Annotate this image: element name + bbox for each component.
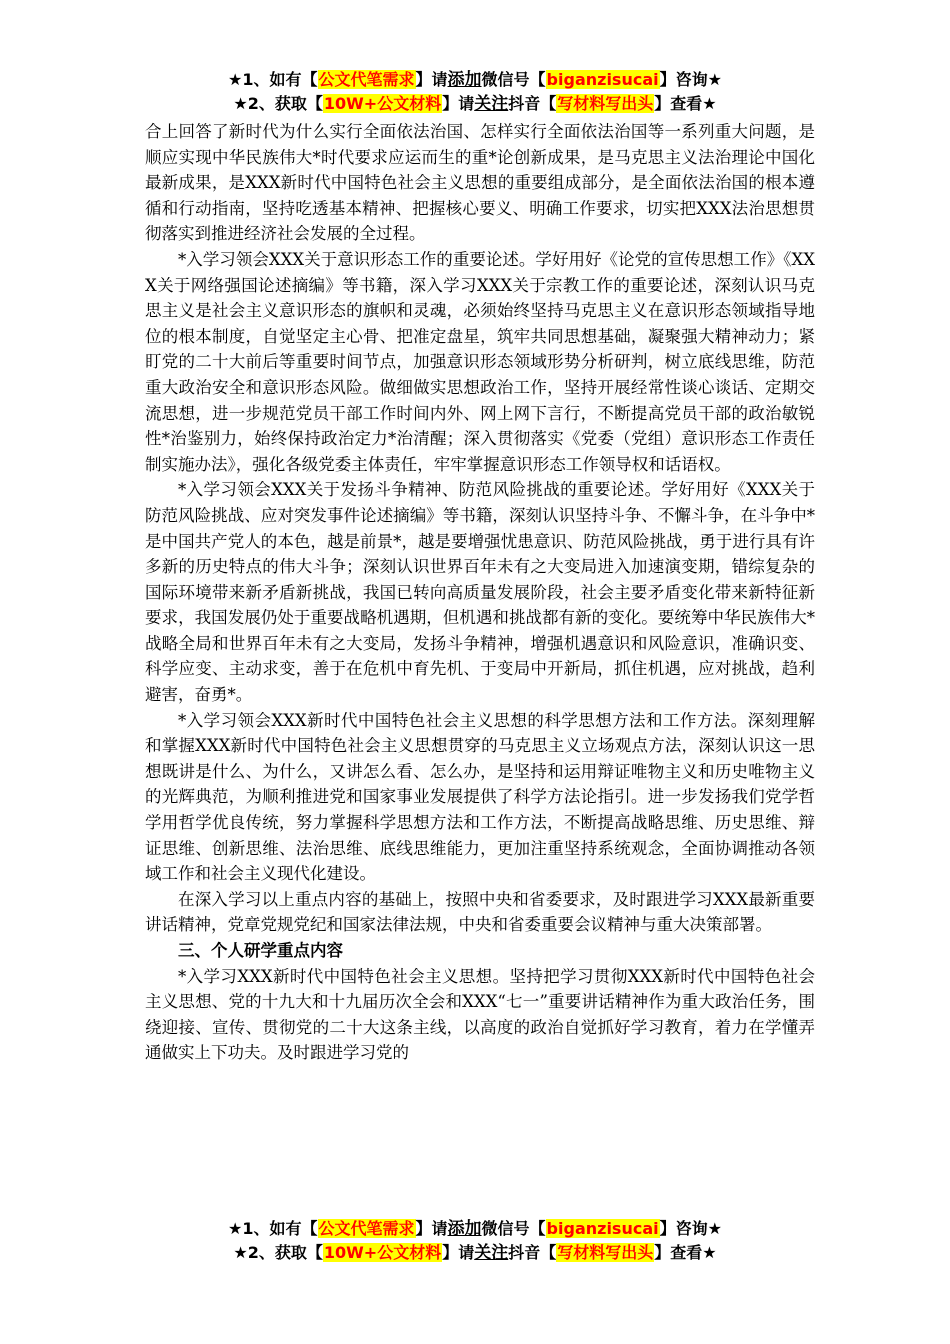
paragraph: *入学习领会XXX关于意识形态工作的重要论述。学好用好《论党的宣传思想工作》《XXX关于网络强国论述摘编》等书籍，深入学习XXX关于宗教工作的重要论述，深刻认识马克思主义是社会主义意识形态的旗帜和灵魂，必须始终坚持马克思主义在意识形态领域指导地位的根本制度，自觉坚定主心骨、把准定盘星，筑牢共同思想基础，凝聚强大精神动力；紧盯党的二十大前后等重要时间节点，加强意识形态领域形势分析研判，树立底线思维，防范重大政治安全和意识形态风险。做细做实思想政治工作，坚持开展经常性谈心谈话、定期交流思想，进一步规范党员干部工作时间内外、网上网下言行，不断提高党员干部的政治敏锐性*治鉴别力，始终保持政治定力*治清醒；深入贯彻落实《党委（党组）意识形态工作责任制实施办法》，强化各级党委主体责任，牢牢掌握意识形态工作领导权和话语权。	[145, 249, 815, 474]
emphasis-add: 添加	[447, 70, 482, 90]
footer-banner	[0, 1217, 950, 1265]
banner-text: ★2、获取【	[233, 94, 323, 113]
banner-line-1	[0, 1217, 950, 1241]
section-heading: 三、个人研学重点内容	[178, 941, 343, 960]
banner-text: 】请	[442, 1243, 475, 1262]
paragraph: *入学习XXX新时代中国特色社会主义思想。坚持把学习贯彻XXX新时代中国特色社会主义思想、党的十九大和十九届历次全会和XXX“七一”重要讲话精神作为重大政治任务，围绕迎接、宣传、贯彻党的二十大这条主线，以高度的政治自觉抓好学习教育，着力在学懂弄通做实上下功夫。及时跟进学习党的	[145, 966, 815, 1063]
emphasis-add: 添加	[447, 1219, 482, 1239]
banner-line-2	[0, 1241, 950, 1265]
highlight-service: 公文代笔需求	[318, 70, 415, 89]
paragraph: *入学习领会XXX新时代中国特色社会主义思想的科学思想方法和工作方法。深刻理解和掌握XXX新时代中国特色社会主义思想贯穿的马克思主义立场观点方法，深刻认识这一思想既讲是什么、为什么，又讲怎么看、怎么办，是坚持和运用辩证唯物主义和历史唯物主义的光辉典范，为顺利推进党和国家事业发展提供了科学方法论指引。进一步发扬我们党学哲学用哲学优良传统，努力掌握科学思想方法和工作方法，不断提高战略思维、历史思维、辩证思维、创新思维、法治思维、底线思维能力，更加注重坚持系统观念，全面协调推动各领域工作和社会主义现代化建设。	[145, 710, 815, 884]
paragraph: 在深入学习以上重点内容的基础上，按照中央和省委要求，及时跟进学习XXX最新重要讲话精神，党章党规党纪和国家法律法规，中央和省委重要会议精神与重大决策部署。	[145, 889, 815, 935]
banner-line-1	[0, 68, 950, 92]
banner-text: 微信号【	[481, 70, 546, 89]
document-body	[145, 119, 815, 1066]
banner-text: 】请	[442, 94, 475, 113]
banner-text: 抖音【	[508, 94, 557, 113]
highlight-materials: 10W+公文材料	[323, 1243, 442, 1262]
highlight-douyin: 写材料写出头	[557, 1243, 654, 1262]
emphasis-follow: 关注	[474, 1243, 509, 1263]
banner-text: 】查看★	[654, 1243, 717, 1262]
banner-line-2	[0, 92, 950, 116]
highlight-service: 公文代笔需求	[318, 1219, 415, 1238]
banner-text: 】请	[415, 1219, 448, 1238]
highlight-wechat-id: biganzisucai	[546, 1219, 659, 1238]
paragraph: *入学习领会XXX关于发扬斗争精神、防范风险挑战的重要论述。学好用好《XXX关于防范风险挑战、应对突发事件论述摘编》等书籍，深刻认识坚持斗争、不懈斗争，在斗争中*是中国共产党人的本色，越是前景*，越是要增强忧患意识、防范风险挑战，勇于进行具有许多新的历史特点的伟大斗争；深刻认识世界百年未有之大变局进入加速演变期，错综复杂的国际环境带来新矛盾新挑战，我国已转向高质量发展阶段，社会主要矛盾变化带来新特征新要求，我国发展仍处于重要战略机遇期，但机遇和挑战都有新的变化。要统筹中华民族伟大*战略全局和世界百年未有之大变局，发扬斗争精神，增强机遇意识和风险意识，准确识变、科学应变、主动求变，善于在危机中育先机、于变局中开新局，抓住机遇，应对挑战，趋利避害，奋勇*。	[145, 480, 815, 705]
emphasis-follow: 关注	[474, 94, 509, 114]
banner-text: ★1、如有【	[228, 1219, 318, 1238]
highlight-douyin: 写材料写出头	[557, 94, 654, 113]
banner-text: 】咨询★	[659, 1219, 722, 1238]
banner-text: 抖音【	[508, 1243, 557, 1262]
highlight-materials: 10W+公文材料	[323, 94, 442, 113]
banner-text: 微信号【	[481, 1219, 546, 1238]
banner-text: 】查看★	[654, 94, 717, 113]
banner-text: ★1、如有【	[228, 70, 318, 89]
banner-text: 】咨询★	[659, 70, 722, 89]
banner-text: 】请	[415, 70, 448, 89]
banner-text: ★2、获取【	[233, 1243, 323, 1262]
highlight-wechat-id: biganzisucai	[546, 70, 659, 89]
paragraph: 合上回答了新时代为什么实行全面依法治国、怎样实行全面依法治国等一系列重大问题，是顺应实现中华民族伟大*时代要求应运而生的重*论创新成果，是马克思主义法治理论中国化最新成果，是XXX新时代中国特色社会主义思想的重要组成部分，是全面依法治国的根本遵循和行动指南，坚持吃透基本精神、把握核心要义、明确工作要求，切实把XXX法治思想贯彻落实到推进经济社会发展的全过程。	[145, 122, 815, 244]
header-banner	[0, 68, 950, 116]
